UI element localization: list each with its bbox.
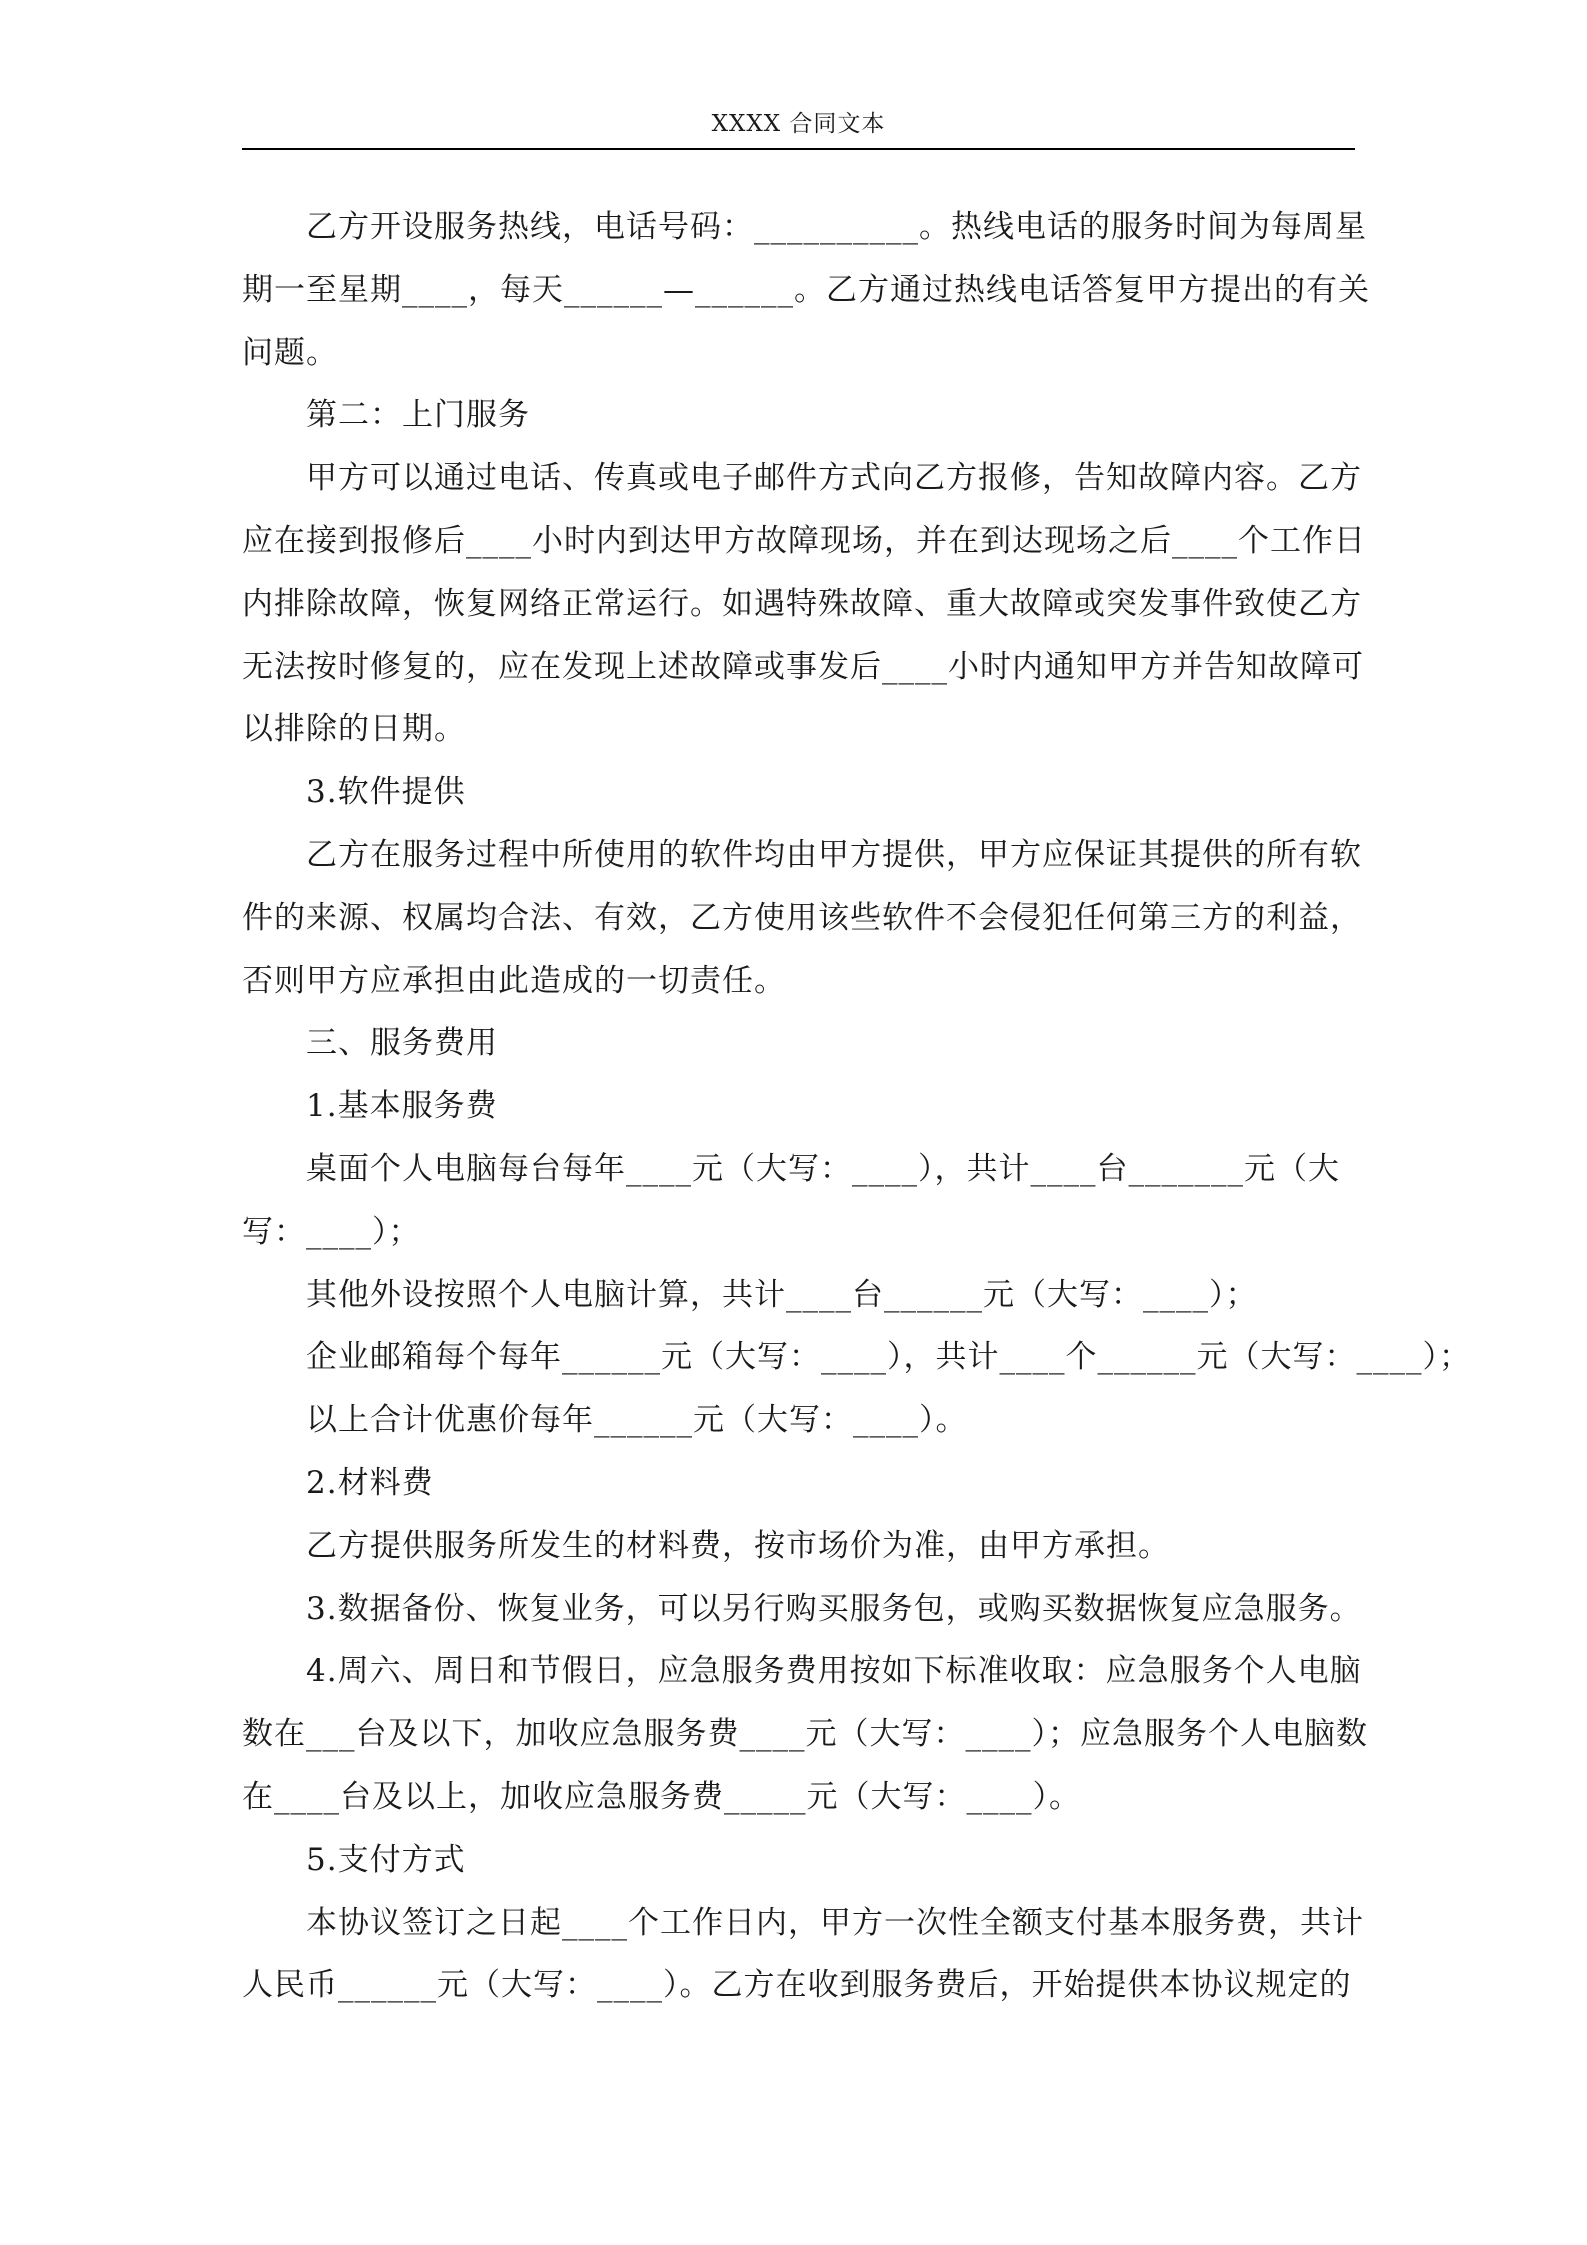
body-line: 写：____）；: [242, 1213, 421, 1250]
body-line: 乙方提供服务所发生的材料费，按市场价为准，由甲方承担。: [306, 1527, 1170, 1564]
section-heading: 5.支付方式: [306, 1841, 466, 1878]
header-divider: [242, 148, 1355, 150]
section-heading: 三、服务费用: [306, 1025, 498, 1062]
section-heading: 2.材料费: [306, 1464, 434, 1501]
body-line: 企业邮箱每个每年______元（大写：____），共计____个______元（大写：____）；: [306, 1339, 1471, 1376]
body-line: 乙方在服务过程中所使用的软件均由甲方提供，甲方应保证其提供的所有软: [306, 836, 1362, 873]
body-line: 4.周六、周日和节假日，应急服务费用按如下标准收取：应急服务个人电脑: [306, 1653, 1362, 1690]
body-line: 乙方开设服务热线，电话号码：__________。热线电话的服务时间为每周星: [306, 209, 1367, 245]
body-line: 人民币______元（大写：____）。乙方在收到服务费后，开始提供本协议规定的: [242, 1967, 1352, 2004]
body-line: 桌面个人电脑每台每年____元（大写：____），共计____台_______元（大: [306, 1150, 1340, 1187]
document-body: [242, 196, 1471, 2017]
section-heading: 第二：上门服务: [306, 397, 530, 434]
body-line: 数在___台及以下，加收应急服务费____元（大写：____）；应急服务个人电脑数: [242, 1716, 1368, 1753]
body-line: 本协议签订之日起____个工作日内，甲方一次性全额支付基本服务费，共计: [306, 1904, 1364, 1941]
body-line: 在____台及以上，加收应急服务费_____元（大写：____）。: [242, 1778, 1081, 1815]
section-heading: 3.软件提供: [306, 774, 466, 811]
body-line: 其他外设按照个人电脑计算，共计____台______元（大写：____）；: [306, 1276, 1258, 1313]
page-header-title: XXXX 合同文本: [711, 111, 886, 137]
body-line: 甲方可以通过电话、传真或电子邮件方式向乙方报修，告知故障内容。乙方: [306, 460, 1362, 497]
body-line: 3.数据备份、恢复业务，可以另行购买服务包，或购买数据恢复应急服务。: [306, 1590, 1362, 1627]
body-line: 以上合计优惠价每年______元（大写：____）。: [306, 1402, 968, 1439]
body-line: 否则甲方应承担由此造成的一切责任。: [242, 962, 786, 999]
body-line: 期一至星期____，每天______—______。乙方通过热线电话答复甲方提出的有关: [242, 271, 1370, 308]
body-line: 件的来源、权属均合法、有效，乙方使用该些软件不会侵犯任何第三方的利益，: [242, 899, 1362, 936]
section-heading: 1.基本服务费: [306, 1088, 498, 1125]
body-line: 无法按时修复的，应在发现上述故障或事发后____小时内通知甲方并告知故障可: [242, 648, 1364, 685]
body-line: 以排除的日期。: [242, 711, 466, 748]
body-line: 内排除故障，恢复网络正常运行。如遇特殊故障、重大故障或突发事件致使乙方: [242, 585, 1362, 622]
body-line: 应在接到报修后____小时内到达甲方故障现场，并在到达现场之后____个工作日: [242, 522, 1366, 559]
body-line: 问题。: [242, 334, 338, 371]
